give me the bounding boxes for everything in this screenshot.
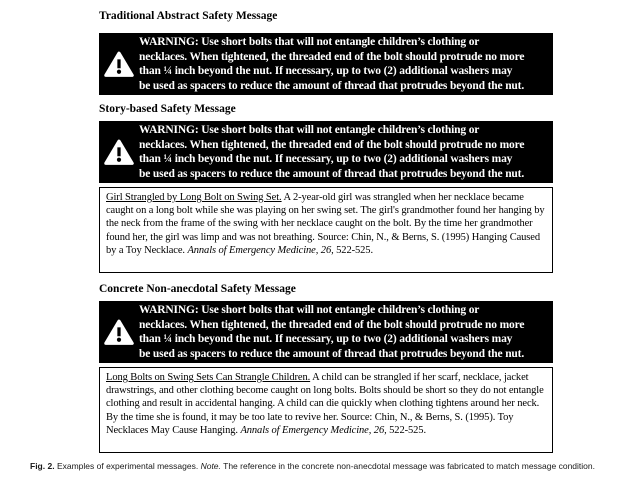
anecdote-text — [106, 191, 546, 257]
warning-triangle-icon — [99, 51, 139, 78]
section-traditional-abstract — [99, 9, 553, 95]
warning-box — [99, 301, 553, 363]
warning-box — [99, 33, 553, 95]
figure-caption — [30, 461, 618, 472]
figure-content — [99, 9, 553, 453]
warning-line: than ¼ inch beyond the nut. If necessary, up to two (2) additional washers may — [139, 153, 513, 165]
warning-line: than ¼ inch beyond the nut. If necessary, up to two (2) additional washers may — [139, 65, 513, 77]
warning-line: than ¼ inch beyond the nut. If necessary, up to two (2) additional washers may — [139, 333, 513, 345]
caption-note-label: Note. — [200, 461, 221, 471]
warning-triangle-icon — [99, 139, 139, 166]
warning-line: WARNING: Use short bolts that will not entangle children’s clothing or — [139, 304, 480, 316]
warning-line: WARNING: Use short bolts that will not entangle children’s clothing or — [139, 124, 480, 136]
section-story-based — [99, 102, 553, 273]
non-anecdotal-body: A child can be strangled if her scarf, necklace, jacket drawstrings, and other clothing become caught on long bolts. Bolts should be short so they do not entangle clothing and result in accidental hanging. A child can die quickly when clothing tightens around her neck. By the time she is found, it may be too late to revive her. Source: Chin, N., & Berns, S. (1995). Toy Necklaces May Cause Hanging. — [106, 372, 544, 436]
warning-line: necklaces. When tightened, the threaded end of the bolt should protrude no more — [139, 138, 525, 151]
warning-text — [139, 123, 549, 181]
caption-text: Examples of experimental messages. — [56, 461, 199, 471]
warning-line: be used as spacers to reduce the amount of thread that protrudes beyond the nut. — [139, 347, 525, 360]
source-journal: Annals of Emergency Medicine, 26, — [240, 424, 387, 436]
source-journal: Annals of Emergency Medicine, 26, — [187, 244, 334, 256]
warning-line: WARNING: Use short bolts that will not entangle children’s clothing or — [139, 36, 480, 48]
warning-text — [139, 303, 549, 361]
caption-note-text: The reference in the concrete non-anecdotal message was fabricated to match message condition. — [223, 461, 595, 471]
anecdote-body: A 2-year-old girl was strangled when her necklace became caught on a long bolt while she was playing on her swing set. The girl's grandmother found her hanging by the neck from the frame of the swing with her necklace caught on the bolt. By the time her grandmother found her, the girl was limp and was not breathing. Source: Chin, N., & Berns, S. (1995) Hanging Caused by a Toy Necklace. — [106, 192, 545, 256]
non-anecdotal-headline: Long Bolts on Swing Sets Can Strangle Children. — [106, 372, 311, 383]
section-concrete-non-anecdotal — [99, 282, 553, 453]
warning-line: be used as spacers to reduce the amount of thread that protrudes beyond the nut. — [139, 167, 525, 180]
anecdote-box — [99, 187, 553, 273]
section-heading: Story-based Safety Message — [99, 103, 236, 115]
warning-line: necklaces. When tightened, the threaded end of the bolt should protrude no more — [139, 318, 525, 331]
source-pages: 522-525. — [336, 244, 373, 256]
anecdote-headline: Girl Strangled by Long Bolt on Swing Set. — [106, 192, 282, 203]
warning-line: be used as spacers to reduce the amount of thread that protrudes beyond the nut. — [139, 79, 525, 92]
warning-triangle-icon — [99, 319, 139, 346]
section-heading: Concrete Non-anecdotal Safety Message — [99, 283, 296, 295]
warning-box — [99, 121, 553, 183]
source-pages: 522-525. — [389, 424, 426, 436]
warning-text — [139, 35, 549, 93]
non-anecdotal-box — [99, 367, 553, 453]
non-anecdotal-text — [106, 371, 546, 437]
warning-line: necklaces. When tightened, the threaded end of the bolt should protrude no more — [139, 50, 525, 63]
section-heading: Traditional Abstract Safety Message — [99, 10, 278, 22]
figure-number-label: Fig. 2. — [30, 461, 55, 471]
